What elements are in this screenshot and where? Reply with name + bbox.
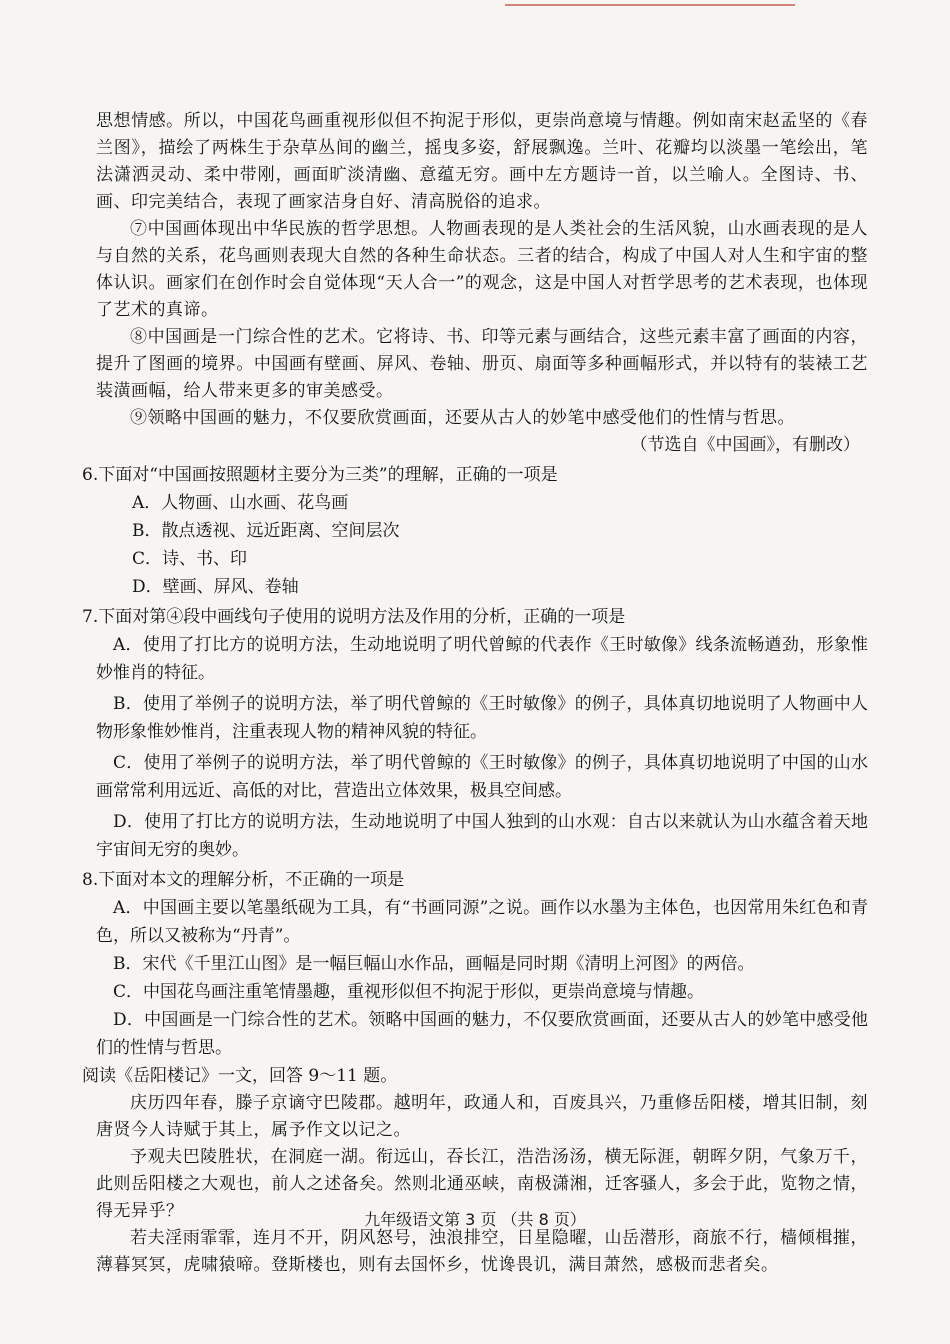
header-rule [505, 4, 795, 6]
exam-page [82, 108, 868, 1279]
passage-paragraph: ⑧中国画是一门综合性的艺术。它将诗、书、印等元素与画结合，这些元素丰富了画面的内容，提升了图画的境界。中国画有壁画、屏风、卷轴、册页、扇面等多种画幅形式，并以特有的装裱工艺装潢画幅，给人带来更多的审美感受。 [96, 327, 868, 401]
question-6-option-c: C．诗、书、印 [132, 549, 248, 569]
question-8-option-a: A．中国画主要以笔墨纸砚为工具，有“书画同源”之说。画作以水墨为主体色，也因常用朱红色和青色，所以又被称为“丹青”。 [96, 898, 868, 946]
question-6-option-b: B．散点透视、远近距离、空间层次 [132, 521, 400, 541]
question-8-stem: 8.下面对本文的理解分析，不正确的一项是 [82, 870, 405, 890]
classical-paragraph: 予观夫巴陵胜状，在洞庭一湖。衔远山，吞长江，浩浩汤汤，横无际涯，朝晖夕阴，气象万千，此则岳阳楼之大观也，前人之述备矣。然则北通巫峡，南极潇湘，迁客骚人，多会于此，览物之情，得无异乎？ [96, 1147, 868, 1221]
question-7-option-b: B．使用了举例子的说明方法，举了明代曾鲸的《王时敏像》的例子，具体真切地说明了人物画中人物形象惟妙惟肖，注重表现人物的精神风貌的特征。 [96, 694, 868, 742]
passage-source: （节选自《中国画》，有删改） [630, 435, 860, 455]
page-footer: 九年级语文第 3 页 （共 8 页） [364, 1210, 586, 1229]
question-6-stem: 6.下面对“中国画按照题材主要分为三类”的理解，正确的一项是 [82, 465, 558, 485]
question-7-option-d: D．使用了打比方的说明方法，生动地说明了中国人独到的山水观：自古以来就认为山水蕴含着天地宇宙间无穷的奥妙。 [96, 812, 868, 860]
question-8-option-b: B．宋代《千里江山图》是一幅巨幅山水作品，画幅是同时期《清明上河图》的两倍。 [113, 954, 755, 974]
passage-paragraph: ⑦中国画体现出中华民族的哲学思想。人物画表现的是人类社会的生活风貌，山水画表现的是人与自然的关系，花鸟画则表现大自然的各种生命状态。三者的结合，构成了中国人对人生和宇宙的整体认识。画家们在创作时会自觉体现“天人合一”的观念，这是中国人对哲学思考的艺术表现，也体现了艺术的真谛。 [96, 219, 868, 320]
reading-intro: 阅读《岳阳楼记》一文，回答 9～11 题。 [82, 1066, 398, 1086]
question-8-option-d: D．中国画是一门综合性的艺术。领略中国画的魅力，不仅要欣赏画面，还要从古人的妙笔中感受他们的性情与哲思。 [96, 1010, 868, 1058]
passage-paragraph: ⑨领略中国画的魅力，不仅要欣赏画面，还要从古人的妙笔中感受他们的性情与哲思。 [130, 408, 795, 428]
classical-paragraph: 若夫淫雨霏霏，连月不开，阴风怒号，浊浪排空，日星隐曜，山岳潜形，商旅不行，樯倾楫摧，薄暮冥冥，虎啸猿啼。登斯楼也，则有去国怀乡，忧谗畏讥，满目萧然，感极而悲者矣。 [96, 1228, 868, 1275]
question-7-stem: 7.下面对第④段中画线句子使用的说明方法及作用的分析，正确的一项是 [82, 607, 626, 627]
question-6-option-a: A．人物画、山水画、花鸟画 [132, 493, 349, 513]
passage-paragraph: 思想情感。所以，中国花鸟画重视形似但不拘泥于形似，更崇尚意境与情趣。例如南宋赵孟坚的《春兰图》，描绘了两株生于杂草丛间的幽兰，摇曳多姿，舒展飘逸。兰叶、花瓣均以淡墨一笔绘出，笔法潇洒灵动、柔中带刚，画面旷淡清幽、意蕴无穷。画中左方题诗一首，以兰喻人。全图诗、书、画、印完美结合，表现了画家洁身自好、清高脱俗的追求。 [96, 111, 868, 212]
question-6-option-d: D．壁画、屏风、卷轴 [132, 577, 299, 597]
classical-paragraph: 庆历四年春，滕子京谪守巴陵郡。越明年，政通人和，百废具兴，乃重修岳阳楼，增其旧制，刻唐贤今人诗赋于其上，属予作文以记之。 [96, 1093, 868, 1140]
question-7-option-a: A．使用了打比方的说明方法，生动地说明了明代曾鲸的代表作《王时敏像》线条流畅遒劲，形象惟妙惟肖的特征。 [96, 635, 868, 683]
question-7-option-c: C．使用了举例子的说明方法，举了明代曾鲸的《王时敏像》的例子，具体真切地说明了中国的山水画常常利用远近、高低的对比，营造出立体效果，极具空间感。 [96, 753, 868, 801]
question-8-option-c: C．中国花鸟画注重笔情墨趣，重视形似但不拘泥于形似，更崇尚意境与情趣。 [113, 982, 705, 1002]
